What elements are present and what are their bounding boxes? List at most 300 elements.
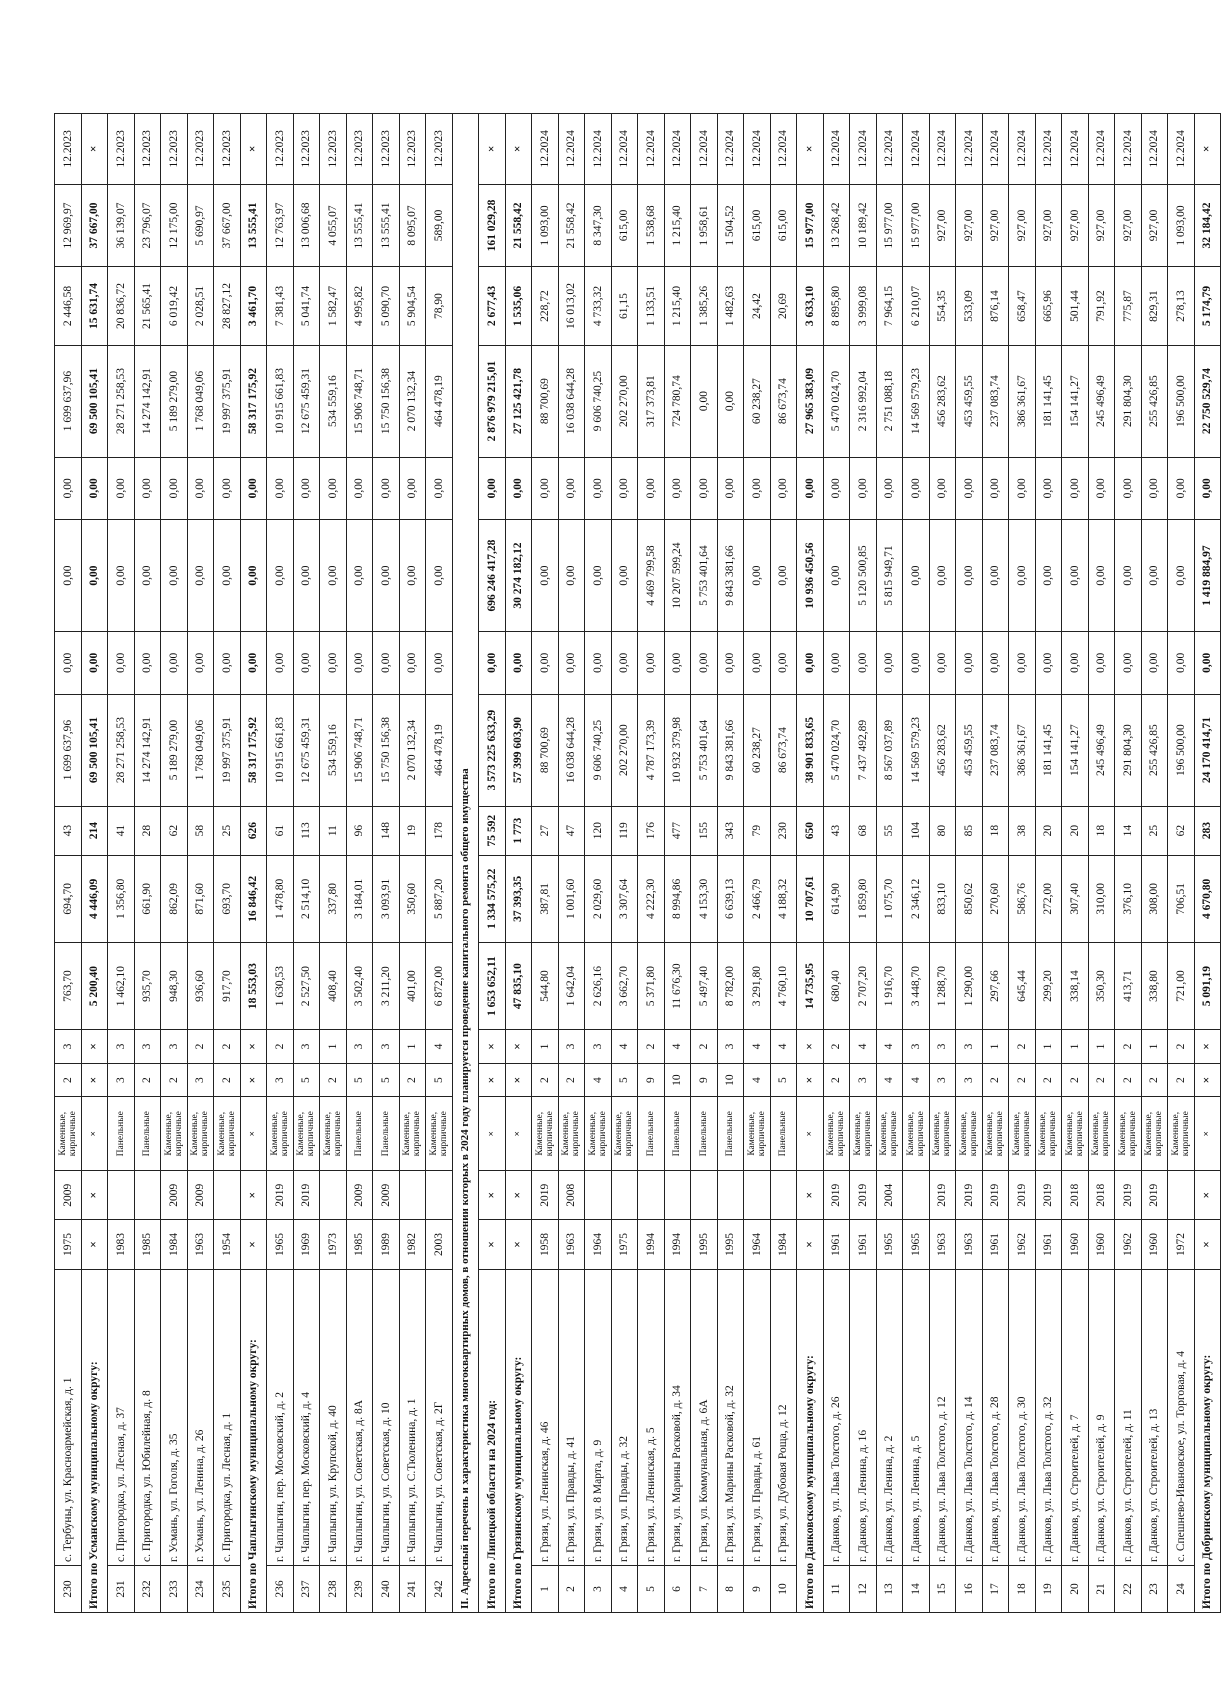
table-cell: 0,00 bbox=[929, 520, 956, 632]
table-cell: 1982 bbox=[399, 1220, 426, 1269]
table-cell: 38 901 833,65 bbox=[797, 694, 824, 806]
table-cell: 20 836,72 bbox=[108, 267, 135, 345]
table-cell: Панельные bbox=[108, 1097, 135, 1171]
table-cell: 2 bbox=[558, 1063, 585, 1097]
table-cell: 43 bbox=[55, 806, 82, 855]
table-cell: 176 bbox=[638, 806, 665, 855]
table-cell: 10 915 661,83 bbox=[267, 345, 294, 457]
table-cell: 15 906 748,71 bbox=[346, 345, 373, 457]
table-cell: 11 bbox=[320, 806, 347, 855]
table-cell: 2 446,58 bbox=[55, 267, 82, 345]
table-cell: 22 750 529,74 bbox=[1194, 345, 1221, 457]
table-cell: 0,00 bbox=[81, 457, 108, 520]
table-cell: 3 bbox=[108, 1030, 135, 1064]
table-cell: × bbox=[240, 1030, 267, 1064]
table-cell: 230 bbox=[770, 806, 797, 855]
table-row bbox=[55, 114, 82, 1613]
table-row bbox=[850, 114, 877, 1613]
table-cell: 0,00 bbox=[293, 457, 320, 520]
table-cell: 8 bbox=[717, 1566, 744, 1613]
table-cell: 6 210,07 bbox=[903, 267, 930, 345]
table-cell: 2018 bbox=[1088, 1171, 1115, 1220]
table-cell: 1 bbox=[399, 1030, 426, 1064]
table-cell: 0,00 bbox=[929, 457, 956, 520]
table-cell: 0,00 bbox=[532, 457, 559, 520]
table-cell: Каменные, кирпичные bbox=[320, 1097, 347, 1171]
table-cell: 3 bbox=[956, 1063, 983, 1097]
table-cell: × bbox=[1194, 1220, 1221, 1269]
table-cell: 763,70 bbox=[55, 942, 82, 1029]
table-cell: Каменные, кирпичные bbox=[532, 1097, 559, 1171]
table-cell: 12.2023 bbox=[293, 114, 320, 185]
table-cell: 0,00 bbox=[108, 457, 135, 520]
table-cell: 386 361,67 bbox=[1009, 694, 1036, 806]
table-cell: 232 bbox=[134, 1566, 161, 1613]
table-cell: 615,00 bbox=[611, 184, 638, 267]
subtotal-row bbox=[1194, 114, 1221, 1613]
table-cell: 0,00 bbox=[426, 520, 453, 632]
table-row bbox=[1035, 114, 1062, 1613]
table-cell bbox=[717, 1171, 744, 1220]
table-cell: 927,00 bbox=[1062, 184, 1089, 267]
table-cell: 15 631,74 bbox=[81, 267, 108, 345]
table-cell: 0,00 bbox=[1088, 457, 1115, 520]
table-cell: 2 346,12 bbox=[903, 855, 930, 942]
table-cell: 237 083,74 bbox=[982, 345, 1009, 457]
table-cell: 0,00 bbox=[1141, 520, 1168, 632]
table-cell: 2 bbox=[399, 1063, 426, 1097]
table-cell: 3 307,64 bbox=[611, 855, 638, 942]
table-cell: 0,00 bbox=[558, 632, 585, 695]
table-cell: 1 001,60 bbox=[558, 855, 585, 942]
table-cell: 12 763,97 bbox=[267, 184, 294, 267]
table-cell: 196 500,00 bbox=[1168, 345, 1195, 457]
table-cell: г. Чаплыгин, пер. Московский, д. 4 bbox=[293, 1269, 320, 1565]
table-cell: 237 083,74 bbox=[982, 694, 1009, 806]
table-cell: 2004 bbox=[876, 1171, 903, 1220]
table-row bbox=[161, 114, 188, 1613]
table-cell: 4 153,30 bbox=[691, 855, 718, 942]
table-cell: 1961 bbox=[823, 1220, 850, 1269]
table-cell: 2 bbox=[1168, 1030, 1195, 1064]
table-cell: 2003 bbox=[426, 1220, 453, 1269]
table-cell: 453 459,55 bbox=[956, 694, 983, 806]
table-cell: 30 274 182,12 bbox=[505, 520, 532, 632]
table-cell: 0,00 bbox=[850, 457, 877, 520]
table-cell: 0,00 bbox=[638, 632, 665, 695]
table-cell: г. Усмань, ул. Гоголя, д. 35 bbox=[161, 1269, 188, 1565]
table-cell: 1 288,70 bbox=[929, 942, 956, 1029]
table-cell: × bbox=[479, 1030, 506, 1064]
table-cell: 2 070 132,34 bbox=[399, 345, 426, 457]
table-cell: 0,00 bbox=[240, 632, 267, 695]
table-cell: 12.2023 bbox=[399, 114, 426, 185]
table-cell: 2 bbox=[1141, 1063, 1168, 1097]
table-cell: 245 496,49 bbox=[1088, 694, 1115, 806]
table-cell: 0,00 bbox=[982, 632, 1009, 695]
table-cell: 1994 bbox=[638, 1220, 665, 1269]
table-cell: 3 bbox=[55, 1030, 82, 1064]
table-cell: Панельные bbox=[717, 1097, 744, 1171]
table-cell: 0,00 bbox=[373, 520, 400, 632]
table-cell: 0,00 bbox=[1062, 632, 1089, 695]
table-cell: 0,00 bbox=[744, 632, 771, 695]
table-cell: Каменные, кирпичные bbox=[399, 1097, 426, 1171]
table-cell: 1 768 049,06 bbox=[187, 694, 214, 806]
table-cell: 927,00 bbox=[1088, 184, 1115, 267]
table-cell: 4 787 173,39 bbox=[638, 694, 665, 806]
table-cell: 10 189,42 bbox=[850, 184, 877, 267]
table-cell: 0,00 bbox=[373, 457, 400, 520]
table-cell: 5 497,40 bbox=[691, 942, 718, 1029]
table-cell: 0,00 bbox=[532, 632, 559, 695]
table-cell: 8 782,00 bbox=[717, 942, 744, 1029]
table-cell: Панельные bbox=[638, 1097, 665, 1171]
table-cell: 0,00 bbox=[505, 457, 532, 520]
table-cell: 0,00 bbox=[55, 632, 82, 695]
table-cell: 401,00 bbox=[399, 942, 426, 1029]
table-cell: 0,00 bbox=[876, 457, 903, 520]
table-cell: 533,09 bbox=[956, 267, 983, 345]
table-cell: 0,00 bbox=[903, 457, 930, 520]
table-cell: 28 271 258,53 bbox=[108, 694, 135, 806]
table-cell: 27 bbox=[532, 806, 559, 855]
table-row bbox=[770, 114, 797, 1613]
table-cell: × bbox=[240, 1171, 267, 1220]
table-row bbox=[1088, 114, 1115, 1613]
table-cell: 234 bbox=[187, 1566, 214, 1613]
table-cell: 3 bbox=[585, 1566, 612, 1613]
table-cell: 5 bbox=[770, 1063, 797, 1097]
table-cell: 69 500 105,41 bbox=[81, 694, 108, 806]
table-cell: 58 317 175,92 bbox=[240, 345, 267, 457]
table-cell: 5 bbox=[373, 1063, 400, 1097]
table-cell: 1 773 bbox=[505, 806, 532, 855]
table-cell: 155 bbox=[691, 806, 718, 855]
table-cell: Каменные, кирпичные bbox=[611, 1097, 638, 1171]
table-cell: 291 804,30 bbox=[1115, 345, 1142, 457]
table-cell: 3 999,08 bbox=[850, 267, 877, 345]
table-cell: × bbox=[479, 1097, 506, 1171]
table-cell: г. Данков, ул. Строителей, д. 11 bbox=[1115, 1269, 1142, 1565]
table-cell: 1 642,04 bbox=[558, 942, 585, 1029]
table-cell: 13 555,41 bbox=[240, 184, 267, 267]
table-cell: 0,00 bbox=[1115, 457, 1142, 520]
table-cell: × bbox=[479, 1171, 506, 1220]
section-header-group bbox=[452, 114, 479, 1613]
table-cell: 1960 bbox=[1088, 1220, 1115, 1269]
table-cell: × bbox=[81, 1097, 108, 1171]
table-cell: 5 174,79 bbox=[1194, 267, 1221, 345]
table-cell: г. Данков, ул. Ленина, д. 16 bbox=[850, 1269, 877, 1565]
table-cell: 927,00 bbox=[1115, 184, 1142, 267]
table-cell: 0,00 bbox=[1115, 520, 1142, 632]
table-cell: 3 bbox=[373, 1030, 400, 1064]
table-cell: 927,00 bbox=[956, 184, 983, 267]
table-cell: 554,35 bbox=[929, 267, 956, 345]
table-cell: 58 bbox=[187, 806, 214, 855]
table-cell: 28 271 258,53 bbox=[108, 345, 135, 457]
subtotal-row bbox=[240, 114, 267, 1613]
table-cell: Итого по Липецкой области на 2024 год: bbox=[479, 1269, 506, 1612]
table-cell: 650 bbox=[797, 806, 824, 855]
table-cell: 37 667,00 bbox=[214, 184, 241, 267]
table-cell: 0,00 bbox=[293, 520, 320, 632]
table-cell: 12.2024 bbox=[611, 114, 638, 185]
table-cell: 0,00 bbox=[505, 632, 532, 695]
table-cell: 927,00 bbox=[1009, 184, 1036, 267]
table-cell: 12.2024 bbox=[744, 114, 771, 185]
table-cell: 2 bbox=[532, 1063, 559, 1097]
table-cell: 0,00 bbox=[161, 632, 188, 695]
table-cell: 661,90 bbox=[134, 855, 161, 942]
table-cell: 4 bbox=[664, 1030, 691, 1064]
table-cell: 6 872,00 bbox=[426, 942, 453, 1029]
table-cell: 58 317 175,92 bbox=[240, 694, 267, 806]
table-cell: г. Грязи, ул. Правды, д. 61 bbox=[744, 1269, 771, 1565]
table-cell: 1961 bbox=[1035, 1220, 1062, 1269]
table-cell: 0,00 bbox=[55, 520, 82, 632]
table-cell: 2 466,79 bbox=[744, 855, 771, 942]
table-cell: 2009 bbox=[373, 1171, 400, 1220]
table-cell: 14 bbox=[1115, 806, 1142, 855]
table-cell: 2019 bbox=[1009, 1171, 1036, 1220]
table-cell: 1 bbox=[1088, 1030, 1115, 1064]
table-cell: 310,00 bbox=[1088, 855, 1115, 942]
table-cell: Каменные, кирпичные bbox=[1088, 1097, 1115, 1171]
table-cell: 3 bbox=[850, 1063, 877, 1097]
table-cell: 1 bbox=[1062, 1030, 1089, 1064]
table-cell: 2 bbox=[1009, 1063, 1036, 1097]
table-cell: 0,00 bbox=[1168, 457, 1195, 520]
table-cell: 0,00 bbox=[1168, 520, 1195, 632]
table-cell: 12.2024 bbox=[717, 114, 744, 185]
table-cell: 3 448,70 bbox=[903, 942, 930, 1029]
table-cell: 15 977,00 bbox=[876, 184, 903, 267]
table-cell: 2 bbox=[638, 1030, 665, 1064]
table-cell: 0,00 bbox=[320, 520, 347, 632]
table-cell: Каменные, кирпичные bbox=[850, 1097, 877, 1171]
table-cell: 12.2024 bbox=[1009, 114, 1036, 185]
table-cell: 0,00 bbox=[691, 632, 718, 695]
table-cell: 12.2023 bbox=[55, 114, 82, 185]
table-cell: 935,70 bbox=[134, 942, 161, 1029]
table-cell: 86 673,74 bbox=[770, 345, 797, 457]
table-cell: 5 470 024,70 bbox=[823, 345, 850, 457]
table-cell: 0,00 bbox=[479, 457, 506, 520]
table-cell: × bbox=[1194, 1171, 1221, 1220]
table-cell: 6 019,42 bbox=[161, 267, 188, 345]
table-cell: 917,70 bbox=[214, 942, 241, 1029]
table-cell: 55 bbox=[876, 806, 903, 855]
table-cell: 0,00 bbox=[134, 457, 161, 520]
table-cell: 1 215,40 bbox=[664, 267, 691, 345]
table-cell: 0,00 bbox=[717, 632, 744, 695]
table-cell bbox=[320, 1171, 347, 1220]
table-cell: 0,00 bbox=[664, 632, 691, 695]
table-cell: 12.2024 bbox=[1035, 114, 1062, 185]
table-body-lower bbox=[479, 114, 1221, 1613]
table-cell: 534 559,16 bbox=[320, 694, 347, 806]
table-cell: 2 bbox=[558, 1566, 585, 1613]
table-cell: Каменные, кирпичные bbox=[1115, 1097, 1142, 1171]
table-cell: 0,00 bbox=[929, 632, 956, 695]
table-cell: 1 215,40 bbox=[664, 184, 691, 267]
table-cell: 2 316 992,04 bbox=[850, 345, 877, 457]
table-cell: 615,00 bbox=[770, 184, 797, 267]
table-cell: 12.2024 bbox=[850, 114, 877, 185]
table-cell: 181 141,45 bbox=[1035, 345, 1062, 457]
table-cell: 501,44 bbox=[1062, 267, 1089, 345]
table-cell: с. Пригородка, ул. Лесная, д. 1 bbox=[214, 1269, 241, 1565]
table-cell: 1961 bbox=[850, 1220, 877, 1269]
table-cell: г. Чаплыгин, ул. Советская, д. 8А bbox=[346, 1269, 373, 1565]
table-cell: 5 bbox=[611, 1063, 638, 1097]
table-cell: 833,10 bbox=[929, 855, 956, 942]
table-cell: 291 804,30 bbox=[1115, 694, 1142, 806]
table-cell: 0,00 bbox=[240, 457, 267, 520]
table-cell: 386 361,67 bbox=[1009, 345, 1036, 457]
table-cell bbox=[611, 1171, 638, 1220]
table-cell: 0,00 bbox=[611, 457, 638, 520]
table-cell: 154 141,27 bbox=[1062, 694, 1089, 806]
table-row bbox=[1141, 114, 1168, 1613]
table-row bbox=[558, 114, 585, 1613]
table-cell: 21 bbox=[1088, 1566, 1115, 1613]
table-cell: 3 662,70 bbox=[611, 942, 638, 1029]
table-cell: × bbox=[505, 1220, 532, 1269]
table-cell: 20 bbox=[1062, 1566, 1089, 1613]
table-cell: 0,00 bbox=[55, 457, 82, 520]
table-cell: Панельные bbox=[664, 1097, 691, 1171]
table-cell: 0,00 bbox=[1035, 632, 1062, 695]
table-cell: 0,00 bbox=[956, 520, 983, 632]
table-cell: 5 904,54 bbox=[399, 267, 426, 345]
table-cell: Каменные, кирпичные bbox=[903, 1097, 930, 1171]
table-cell: 0,00 bbox=[797, 457, 824, 520]
table-cell: 927,00 bbox=[929, 184, 956, 267]
table-cell: 0,00 bbox=[161, 520, 188, 632]
table-cell: 456 283,62 bbox=[929, 345, 956, 457]
table-cell: 1 bbox=[1141, 1030, 1168, 1064]
table-cell: 927,00 bbox=[982, 184, 1009, 267]
table-cell: 8 994,86 bbox=[664, 855, 691, 942]
table-cell: 0,00 bbox=[346, 632, 373, 695]
table-cell: 0,00 bbox=[1194, 457, 1221, 520]
table-cell: 0,00 bbox=[717, 457, 744, 520]
table-cell: 2 677,43 bbox=[479, 267, 506, 345]
table-cell: 5 189 279,00 bbox=[161, 694, 188, 806]
table-row bbox=[532, 114, 559, 1613]
table-cell: 1 bbox=[532, 1566, 559, 1613]
table-cell: 15 750 156,38 bbox=[373, 694, 400, 806]
table-cell: 37 667,00 bbox=[81, 184, 108, 267]
table-cell: 12 675 459,31 bbox=[293, 694, 320, 806]
subtotal-row bbox=[81, 114, 108, 1613]
repair-register-table bbox=[54, 113, 1221, 1613]
table-cell: 1973 bbox=[320, 1220, 347, 1269]
table-cell: 235 bbox=[214, 1566, 241, 1613]
table-cell: 12.2024 bbox=[903, 114, 930, 185]
table-cell: 62 bbox=[161, 806, 188, 855]
table-cell: 1984 bbox=[770, 1220, 797, 1269]
table-cell: 0,00 bbox=[585, 457, 612, 520]
table-cell: 1994 bbox=[664, 1220, 691, 1269]
table-cell: 3 bbox=[903, 1030, 930, 1064]
table-cell: 12.2023 bbox=[373, 114, 400, 185]
table-body-upper bbox=[55, 114, 453, 1613]
table-cell: 8 095,07 bbox=[399, 184, 426, 267]
table-cell: 0,00 bbox=[346, 457, 373, 520]
table-cell: 0,00 bbox=[81, 632, 108, 695]
table-row bbox=[267, 114, 294, 1613]
table-cell: 1984 bbox=[161, 1220, 188, 1269]
table-cell: Итого по Чаплыгинскому муниципальному округу: bbox=[240, 1269, 267, 1612]
table-cell: 3 461,70 bbox=[240, 267, 267, 345]
table-row bbox=[744, 114, 771, 1613]
table-cell: × bbox=[1194, 114, 1221, 185]
table-cell: × bbox=[479, 114, 506, 185]
table-cell: 12.2024 bbox=[585, 114, 612, 185]
table-cell: 178 bbox=[426, 806, 453, 855]
table-cell: 154 141,27 bbox=[1062, 345, 1089, 457]
table-cell: 12.2024 bbox=[770, 114, 797, 185]
table-cell: 255 426,85 bbox=[1141, 345, 1168, 457]
table-cell: 0,00 bbox=[956, 632, 983, 695]
table-cell: 9 843 381,66 bbox=[717, 520, 744, 632]
table-cell: 0,00 bbox=[373, 632, 400, 695]
table-cell: 589,00 bbox=[426, 184, 453, 267]
table-row bbox=[585, 114, 612, 1613]
table-cell: 1 093,00 bbox=[532, 184, 559, 267]
table-cell: 14 735,95 bbox=[797, 942, 824, 1029]
table-cell: 2 bbox=[320, 1063, 347, 1097]
table-cell: 16 013,02 bbox=[558, 267, 585, 345]
table-cell: 6 639,13 bbox=[717, 855, 744, 942]
table-cell: 0,00 bbox=[1088, 632, 1115, 695]
table-cell: 2 bbox=[1168, 1063, 1195, 1097]
table-cell: 1965 bbox=[267, 1220, 294, 1269]
table-cell: 4 733,32 bbox=[585, 267, 612, 345]
table-cell: 0,00 bbox=[1062, 457, 1089, 520]
section-header-text: II. Адресный перечень и характеристика многоквартирных домов, в отношении которых в 2024 году планируется проведение капитального ремонта общего имущества bbox=[452, 114, 479, 1613]
table-cell: 586,76 bbox=[1009, 855, 1036, 942]
table-cell: с. Спешнево-Ивановское, ул. Торговая, д. 4 bbox=[1168, 1269, 1195, 1565]
table-cell: 23 bbox=[1141, 1566, 1168, 1613]
table-cell: 2 bbox=[1115, 1030, 1142, 1064]
table-cell: Каменные, кирпичные bbox=[823, 1097, 850, 1171]
table-cell: 0,00 bbox=[638, 457, 665, 520]
table-cell: 1 482,63 bbox=[717, 267, 744, 345]
table-cell: 2019 bbox=[956, 1171, 983, 1220]
table-cell: 2 bbox=[823, 1030, 850, 1064]
table-cell: 3 093,91 bbox=[373, 855, 400, 942]
table-cell: 2019 bbox=[267, 1171, 294, 1220]
table-cell: 2009 bbox=[161, 1171, 188, 1220]
table-cell: 16 038 644,28 bbox=[558, 345, 585, 457]
table-cell: 1972 bbox=[1168, 1220, 1195, 1269]
table-cell: 0,00 bbox=[797, 632, 824, 695]
table-cell: 2019 bbox=[293, 1171, 320, 1220]
table-cell: 645,44 bbox=[1009, 942, 1036, 1029]
table-cell: 4 bbox=[850, 1030, 877, 1064]
table-cell: 2 514,10 bbox=[293, 855, 320, 942]
table-cell: 12.2024 bbox=[1088, 114, 1115, 185]
table-cell: 12.2023 bbox=[187, 114, 214, 185]
table-cell: 4 bbox=[426, 1030, 453, 1064]
table-cell: 1961 bbox=[982, 1220, 1009, 1269]
table-cell: 233 bbox=[161, 1566, 188, 1613]
